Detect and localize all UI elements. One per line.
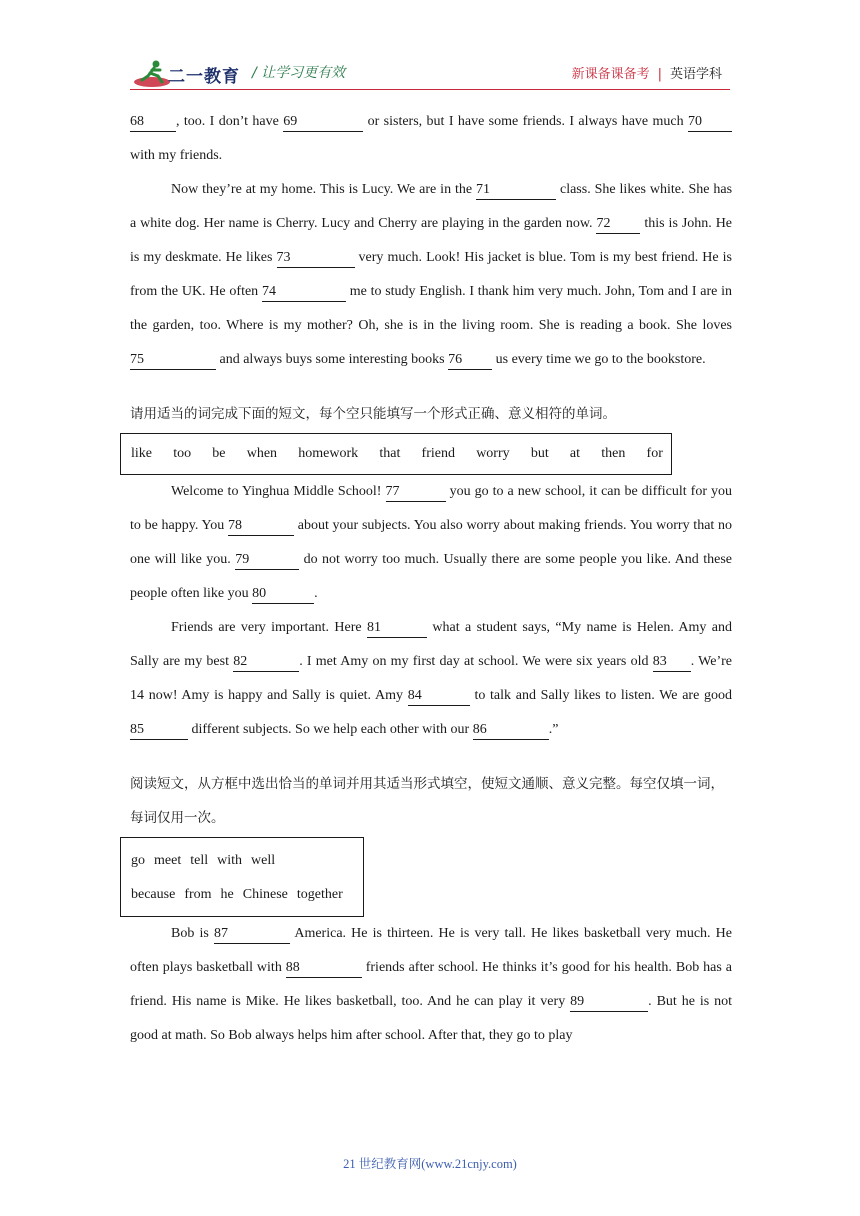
blank-83[interactable]: 83 — [653, 653, 691, 672]
header-rule — [130, 89, 730, 90]
text: . I met Amy on my first day at school. We were six years old — [299, 654, 649, 669]
section2-instruction: 请用适当的词完成下面的短文，每个空只能填写一个形式正确、意义相符的单词。 — [130, 406, 616, 422]
passage1-line1 — [130, 105, 732, 173]
header-subject-label: 英语学科 — [669, 67, 722, 82]
blank-72[interactable]: 72 — [596, 215, 640, 234]
text: do not worry too much. Usually there are some people you like. And these people often like you — [130, 552, 732, 601]
passage1-paragraph2 — [130, 173, 732, 377]
word-bank-item: homework — [298, 446, 359, 461]
blank-79[interactable]: 79 — [235, 551, 299, 570]
blank-86[interactable]: 86 — [473, 721, 549, 740]
text: different subjects. So we help each other with our — [191, 722, 470, 737]
blank-89[interactable]: 89 — [570, 993, 648, 1012]
word-bank-item: with — [217, 853, 242, 868]
word-bank-item: friend — [421, 446, 455, 461]
text: me to study English. I thank him very much. John, Tom and I are in the garden, too. Where is my mother? Oh, she is in the living room. She is reading a book. She loves — [130, 284, 732, 333]
runner-logo-icon — [132, 58, 172, 90]
text: class. She likes white. She has a white dog. Her name is Cherry. Lucy and Cherry are playing in the garden now. — [130, 182, 733, 231]
blank-76[interactable]: 76 — [448, 351, 492, 370]
blank-78[interactable]: 78 — [228, 517, 294, 536]
text: friends after school. He thinks it’s good for his health. Bob has a friend. His name is Mike. He likes basketball, too. And he can play it very — [130, 960, 732, 1009]
word-bank-row-2 — [131, 878, 363, 912]
text: us every time we go to the bookstore. — [495, 352, 706, 367]
header-slogan: / 让学习更有效 — [252, 65, 346, 81]
blank-75[interactable]: 75 — [130, 351, 216, 370]
header-separator: | — [657, 67, 662, 82]
word-bank-item: well — [251, 853, 276, 868]
blank-68[interactable]: 68 — [130, 113, 176, 132]
blank-70[interactable]: 70 — [688, 113, 732, 132]
text: and always buys some interesting books — [219, 352, 445, 367]
word-bank-item: at — [569, 446, 581, 461]
section3-paragraph1 — [130, 917, 732, 1053]
text: , too. I don’t have — [176, 114, 279, 129]
section2-paragraph2 — [130, 611, 732, 747]
text: Welcome to Yinghua Middle School! — [171, 484, 382, 499]
word-bank-item: together — [296, 887, 343, 902]
text: Friends are very important. Here — [171, 620, 362, 635]
word-bank-item: Chinese — [242, 887, 288, 902]
blank-73[interactable]: 73 — [277, 249, 355, 268]
blank-85[interactable]: 85 — [130, 721, 188, 740]
word-bank-item: tell — [190, 853, 209, 868]
word-bank-item: that — [379, 446, 401, 461]
blank-77[interactable]: 77 — [386, 483, 446, 502]
blank-84[interactable]: 84 — [408, 687, 470, 706]
word-bank-2 — [120, 837, 364, 917]
text: very much. Look! His jacket is blue. Tom is my best friend. He is from the UK. He often — [130, 250, 732, 299]
text: this is John. He is my deskmate. He likes — [130, 216, 733, 265]
text: . But he is not good at math. So Bob always helps him after school. After that, they go to play — [130, 994, 733, 1043]
word-bank-item: like — [131, 446, 152, 461]
text: you go to a new school, it can be difficult for you to be happy. You — [130, 484, 733, 533]
blank-82[interactable]: 82 — [233, 653, 299, 672]
text: .” — [548, 722, 559, 737]
text: what a student says, “My name is Helen. Amy and Sally are my best — [130, 620, 733, 669]
logo-text: 二一教育 — [168, 67, 240, 87]
text: with my friends. — [130, 148, 223, 163]
word-bank-item: meet — [154, 853, 182, 868]
page-footer: 21 世纪教育网(www.21cnjy.com) — [343, 1157, 517, 1171]
blank-87[interactable]: 87 — [214, 925, 290, 944]
text: about your subjects. You also worry about making friends. You worry that no one will like you. — [130, 518, 733, 567]
text: Bob is — [171, 926, 209, 941]
word-bank-row-1 — [131, 844, 363, 878]
blank-71[interactable]: 71 — [476, 181, 556, 200]
word-bank-item: be — [212, 446, 226, 461]
blank-88[interactable]: 88 — [286, 959, 362, 978]
word-bank-item: too — [173, 446, 192, 461]
blank-80[interactable]: 80 — [252, 585, 314, 604]
header-subject — [572, 63, 722, 82]
text: . We’re 14 now! Amy is happy and Sally is quiet. Amy — [130, 654, 732, 703]
section3-instruction: 阅读短文，从方框中选出恰当的单词并用其适当形式填空，使短文通顺、意义完整。每空仅填一词，每词仅用一次。 — [130, 776, 724, 826]
blank-69[interactable]: 69 — [283, 113, 363, 132]
word-bank-1 — [120, 433, 672, 475]
word-bank-item: for — [646, 446, 663, 461]
word-bank-item: but — [530, 446, 549, 461]
word-bank-item: go — [131, 853, 145, 868]
text: or sisters, but I have some friends. I always have much — [367, 114, 684, 129]
word-bank-item: when — [246, 446, 278, 461]
page-header — [0, 0, 860, 100]
text: to talk and Sally likes to listen. We are good — [474, 688, 733, 703]
text: Now they’re at my home. This is Lucy. We are in the — [171, 182, 473, 197]
text: America. He is thirteen. He is very tall. He likes basketball very much. He often plays basketball with — [130, 926, 732, 975]
document-body — [130, 105, 732, 1053]
word-bank-item: he — [220, 887, 234, 902]
word-bank-item: then — [601, 446, 626, 461]
header-series: 新课备课备考 — [571, 67, 650, 82]
section2-paragraph1: Welcome to Yinghua Middle School! 77 you go to a new school, it can be difficult for you to be happy. You 78 about your subjects. You also worry about making friends. You worry that no one will like you. 79 do not worry too much. Usually there are some people you like. And these people often like you 80 . — [130, 475, 732, 611]
word-bank-item: from — [184, 887, 212, 902]
word-bank-item: worry — [476, 446, 510, 461]
word-bank-item: because — [131, 887, 176, 902]
blank-81[interactable]: 81 — [367, 619, 427, 638]
blank-74[interactable]: 74 — [262, 283, 346, 302]
